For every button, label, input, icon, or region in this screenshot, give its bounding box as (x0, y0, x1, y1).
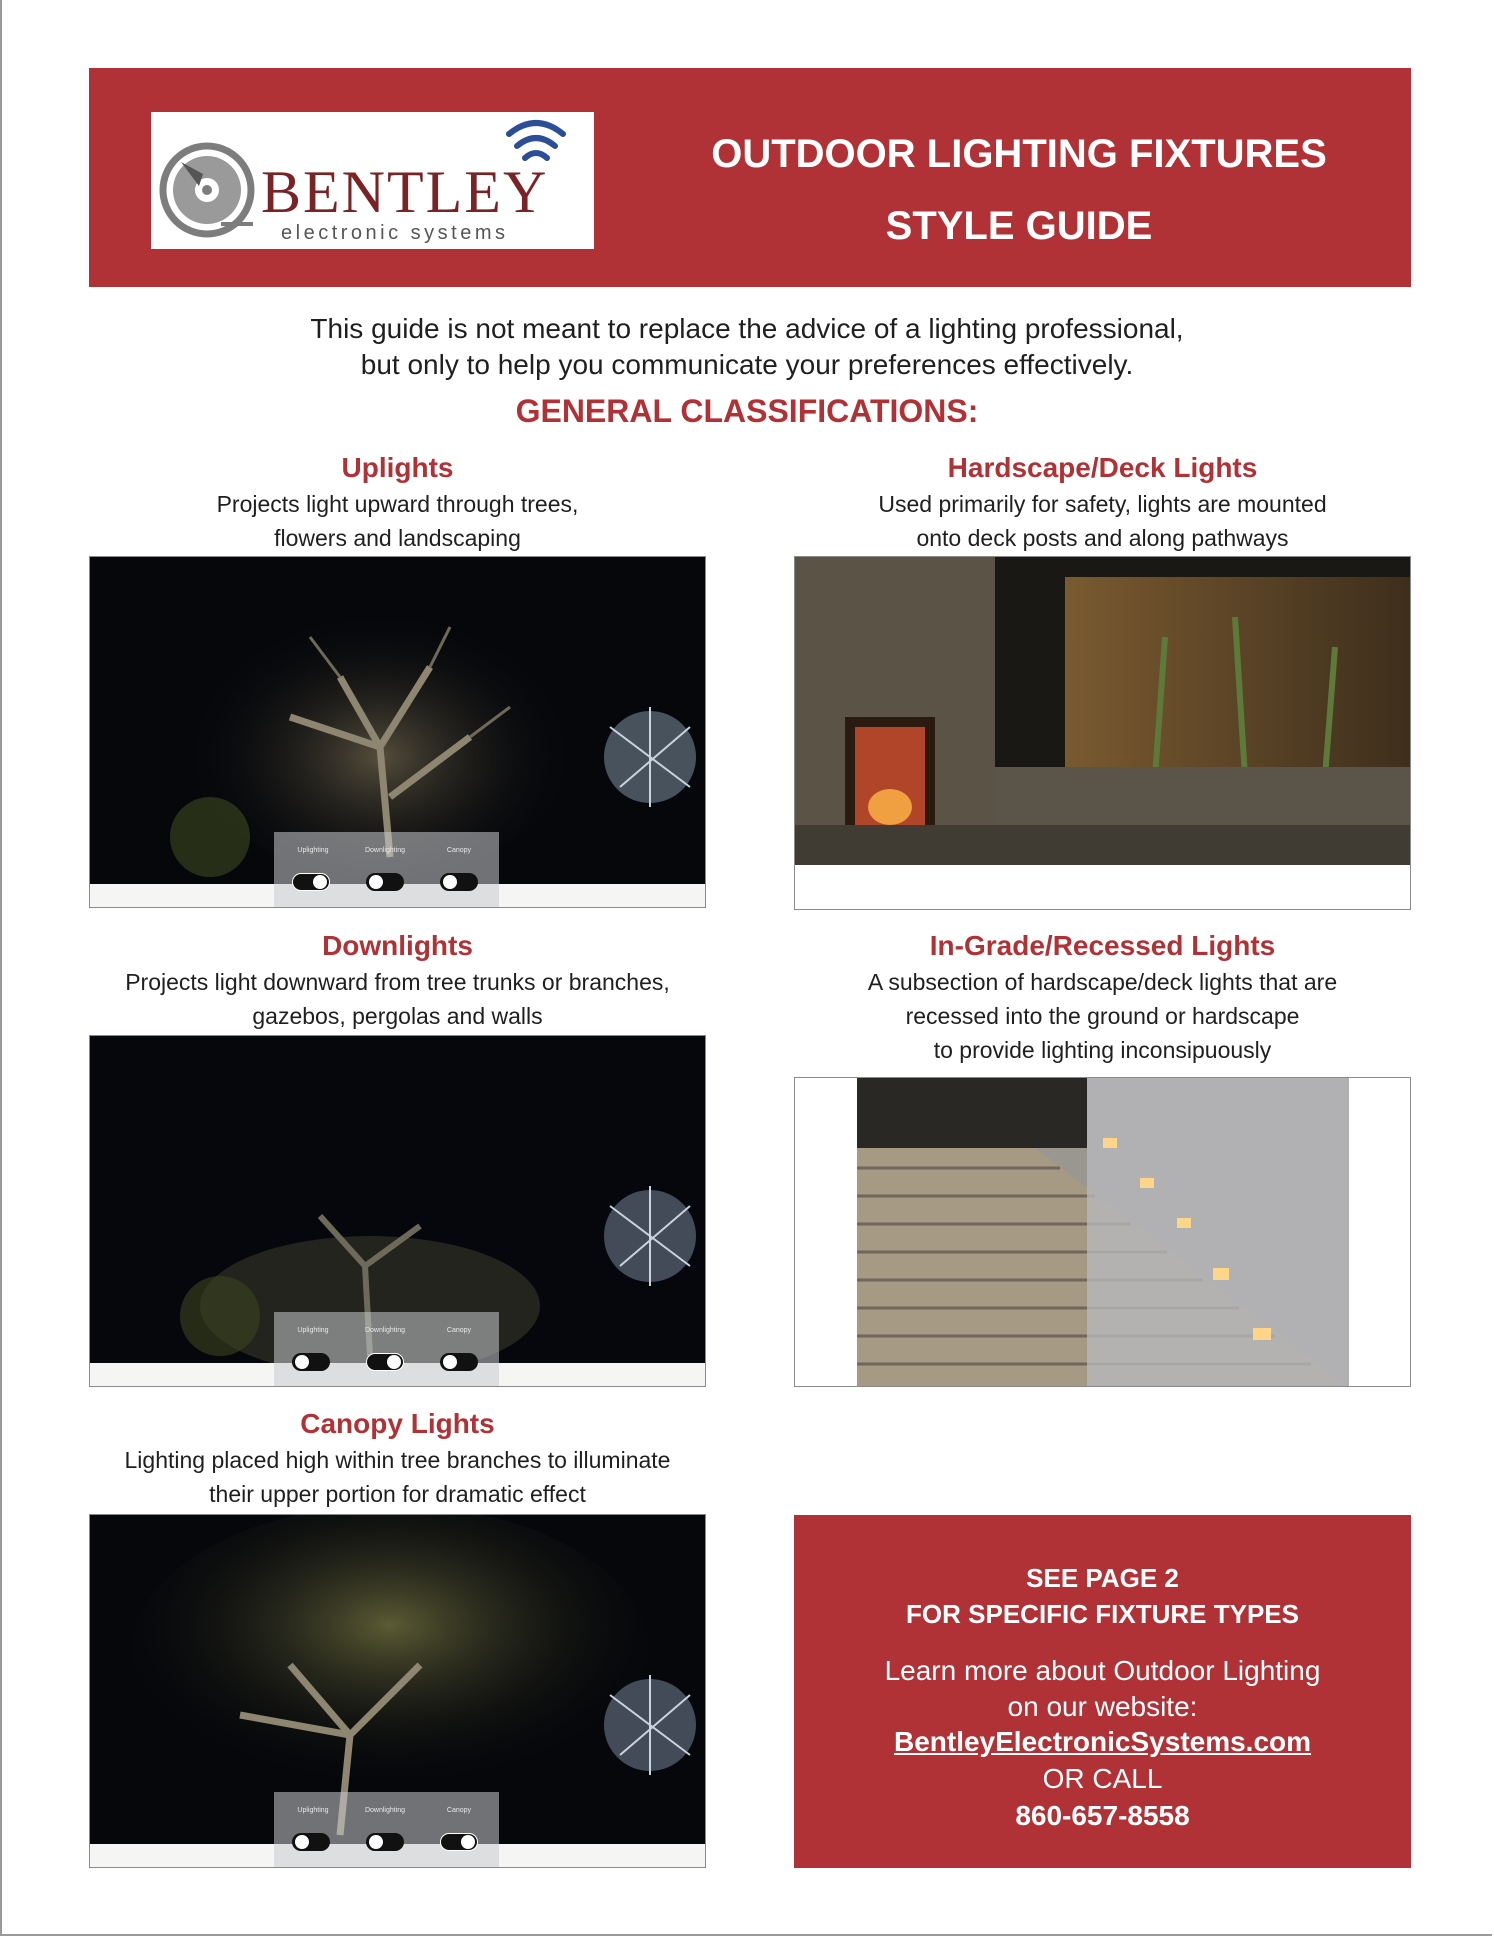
uplights-title: Uplights (341, 452, 454, 483)
canopy-toggle[interactable] (440, 1833, 478, 1851)
downlights-photo (89, 1035, 706, 1387)
downlights-desc-line2: gazebos, pergolas and walls (252, 1003, 543, 1029)
downlighting-toggle[interactable] (366, 873, 404, 891)
toggle-label-canopy: Canopy (446, 847, 472, 854)
canopy-desc-line1: Lighting placed high within tree branches to illuminate (124, 1447, 671, 1473)
logo-subtitle: electronic systems (281, 222, 509, 244)
header-title-line2: STYLE GUIDE (885, 204, 1153, 248)
ingrade-scene (795, 1078, 1411, 1387)
downlighting-toggle[interactable] (366, 1353, 404, 1371)
ingrade-desc-line3: to provide lighting inconsipuously (933, 1037, 1272, 1063)
toggle-panel (274, 832, 499, 908)
cta-fixture-types: FOR SPECIFIC FIXTURE TYPES (906, 1599, 1299, 1629)
hardscape-desc-line2: onto deck posts and along pathways (916, 525, 1289, 551)
toggle-panel (274, 1792, 499, 1868)
header-banner (89, 68, 1411, 287)
uplights-desc-line1: Projects light upward through trees, (216, 491, 579, 517)
hardscape-scene (795, 557, 1411, 910)
canopy-photo (89, 1514, 706, 1868)
hardscape-title: Hardscape/Deck Lights (947, 452, 1258, 483)
toggle-label-canopy: Canopy (446, 1807, 472, 1814)
section-heading: GENERAL CLASSIFICATIONS: (515, 393, 979, 429)
ingrade-desc-line1: A subsection of hardscape/deck lights that are (867, 969, 1338, 995)
logo-wordmark: BENTLEY (261, 159, 549, 225)
cta-box (794, 1515, 1411, 1868)
toggle-panel (274, 1312, 499, 1387)
ingrade-desc-line2: recessed into the ground or hardscape (905, 1003, 1300, 1029)
toggle-label-uplighting: Uplighting (297, 847, 329, 854)
cta-phone[interactable]: 860-657-8558 (1015, 1800, 1190, 1831)
canopy-title: Canopy Lights (300, 1408, 495, 1439)
hardscape-desc-line1: Used primarily for safety, lights are mounted (878, 491, 1327, 517)
uplights-photo (89, 556, 706, 908)
cta-learn-more: Learn more about Outdoor Lighting (884, 1655, 1321, 1686)
uplighting-toggle[interactable] (292, 1833, 330, 1851)
cta-website-label: on our website: (1007, 1691, 1198, 1722)
intro-line2: but only to help you communicate your preferences effectively. (360, 349, 1134, 380)
ingrade-photo (794, 1077, 1411, 1387)
toggle-label-uplighting: Uplighting (297, 1327, 329, 1334)
downlights-desc-line1: Projects light downward from tree trunks or branches, (125, 969, 670, 995)
cta-or-call: OR CALL (1042, 1763, 1163, 1794)
uplighting-toggle[interactable] (292, 873, 330, 891)
toggle-label-canopy: Canopy (446, 1327, 472, 1334)
uplights-desc-line2: flowers and landscaping (274, 525, 521, 551)
canopy-desc-line2: their upper portion for dramatic effect (209, 1481, 586, 1507)
hardscape-photo (794, 556, 1411, 910)
canopy-toggle[interactable] (440, 1353, 478, 1371)
intro-line1: This guide is not meant to replace the advice of a lighting professional, (310, 313, 1184, 344)
cta-see-page: SEE PAGE 2 (1026, 1563, 1179, 1593)
uplighting-toggle[interactable] (292, 1353, 330, 1371)
downlighting-toggle[interactable] (366, 1833, 404, 1851)
toggle-label-downlighting: Downlighting (364, 847, 406, 854)
header-title-line1: OUTDOOR LIGHTING FIXTURES (711, 132, 1327, 176)
company-logo (151, 112, 594, 249)
canopy-toggle[interactable] (440, 873, 478, 891)
toggle-label-uplighting: Uplighting (297, 1807, 329, 1814)
ingrade-title: In-Grade/Recessed Lights (929, 930, 1276, 961)
toggle-label-downlighting: Downlighting (364, 1807, 406, 1814)
toggle-label-downlighting: Downlighting (364, 1327, 406, 1334)
downlights-title: Downlights (322, 930, 473, 961)
cta-website-link[interactable]: BentleyElectronicSystems.com (893, 1726, 1312, 1757)
